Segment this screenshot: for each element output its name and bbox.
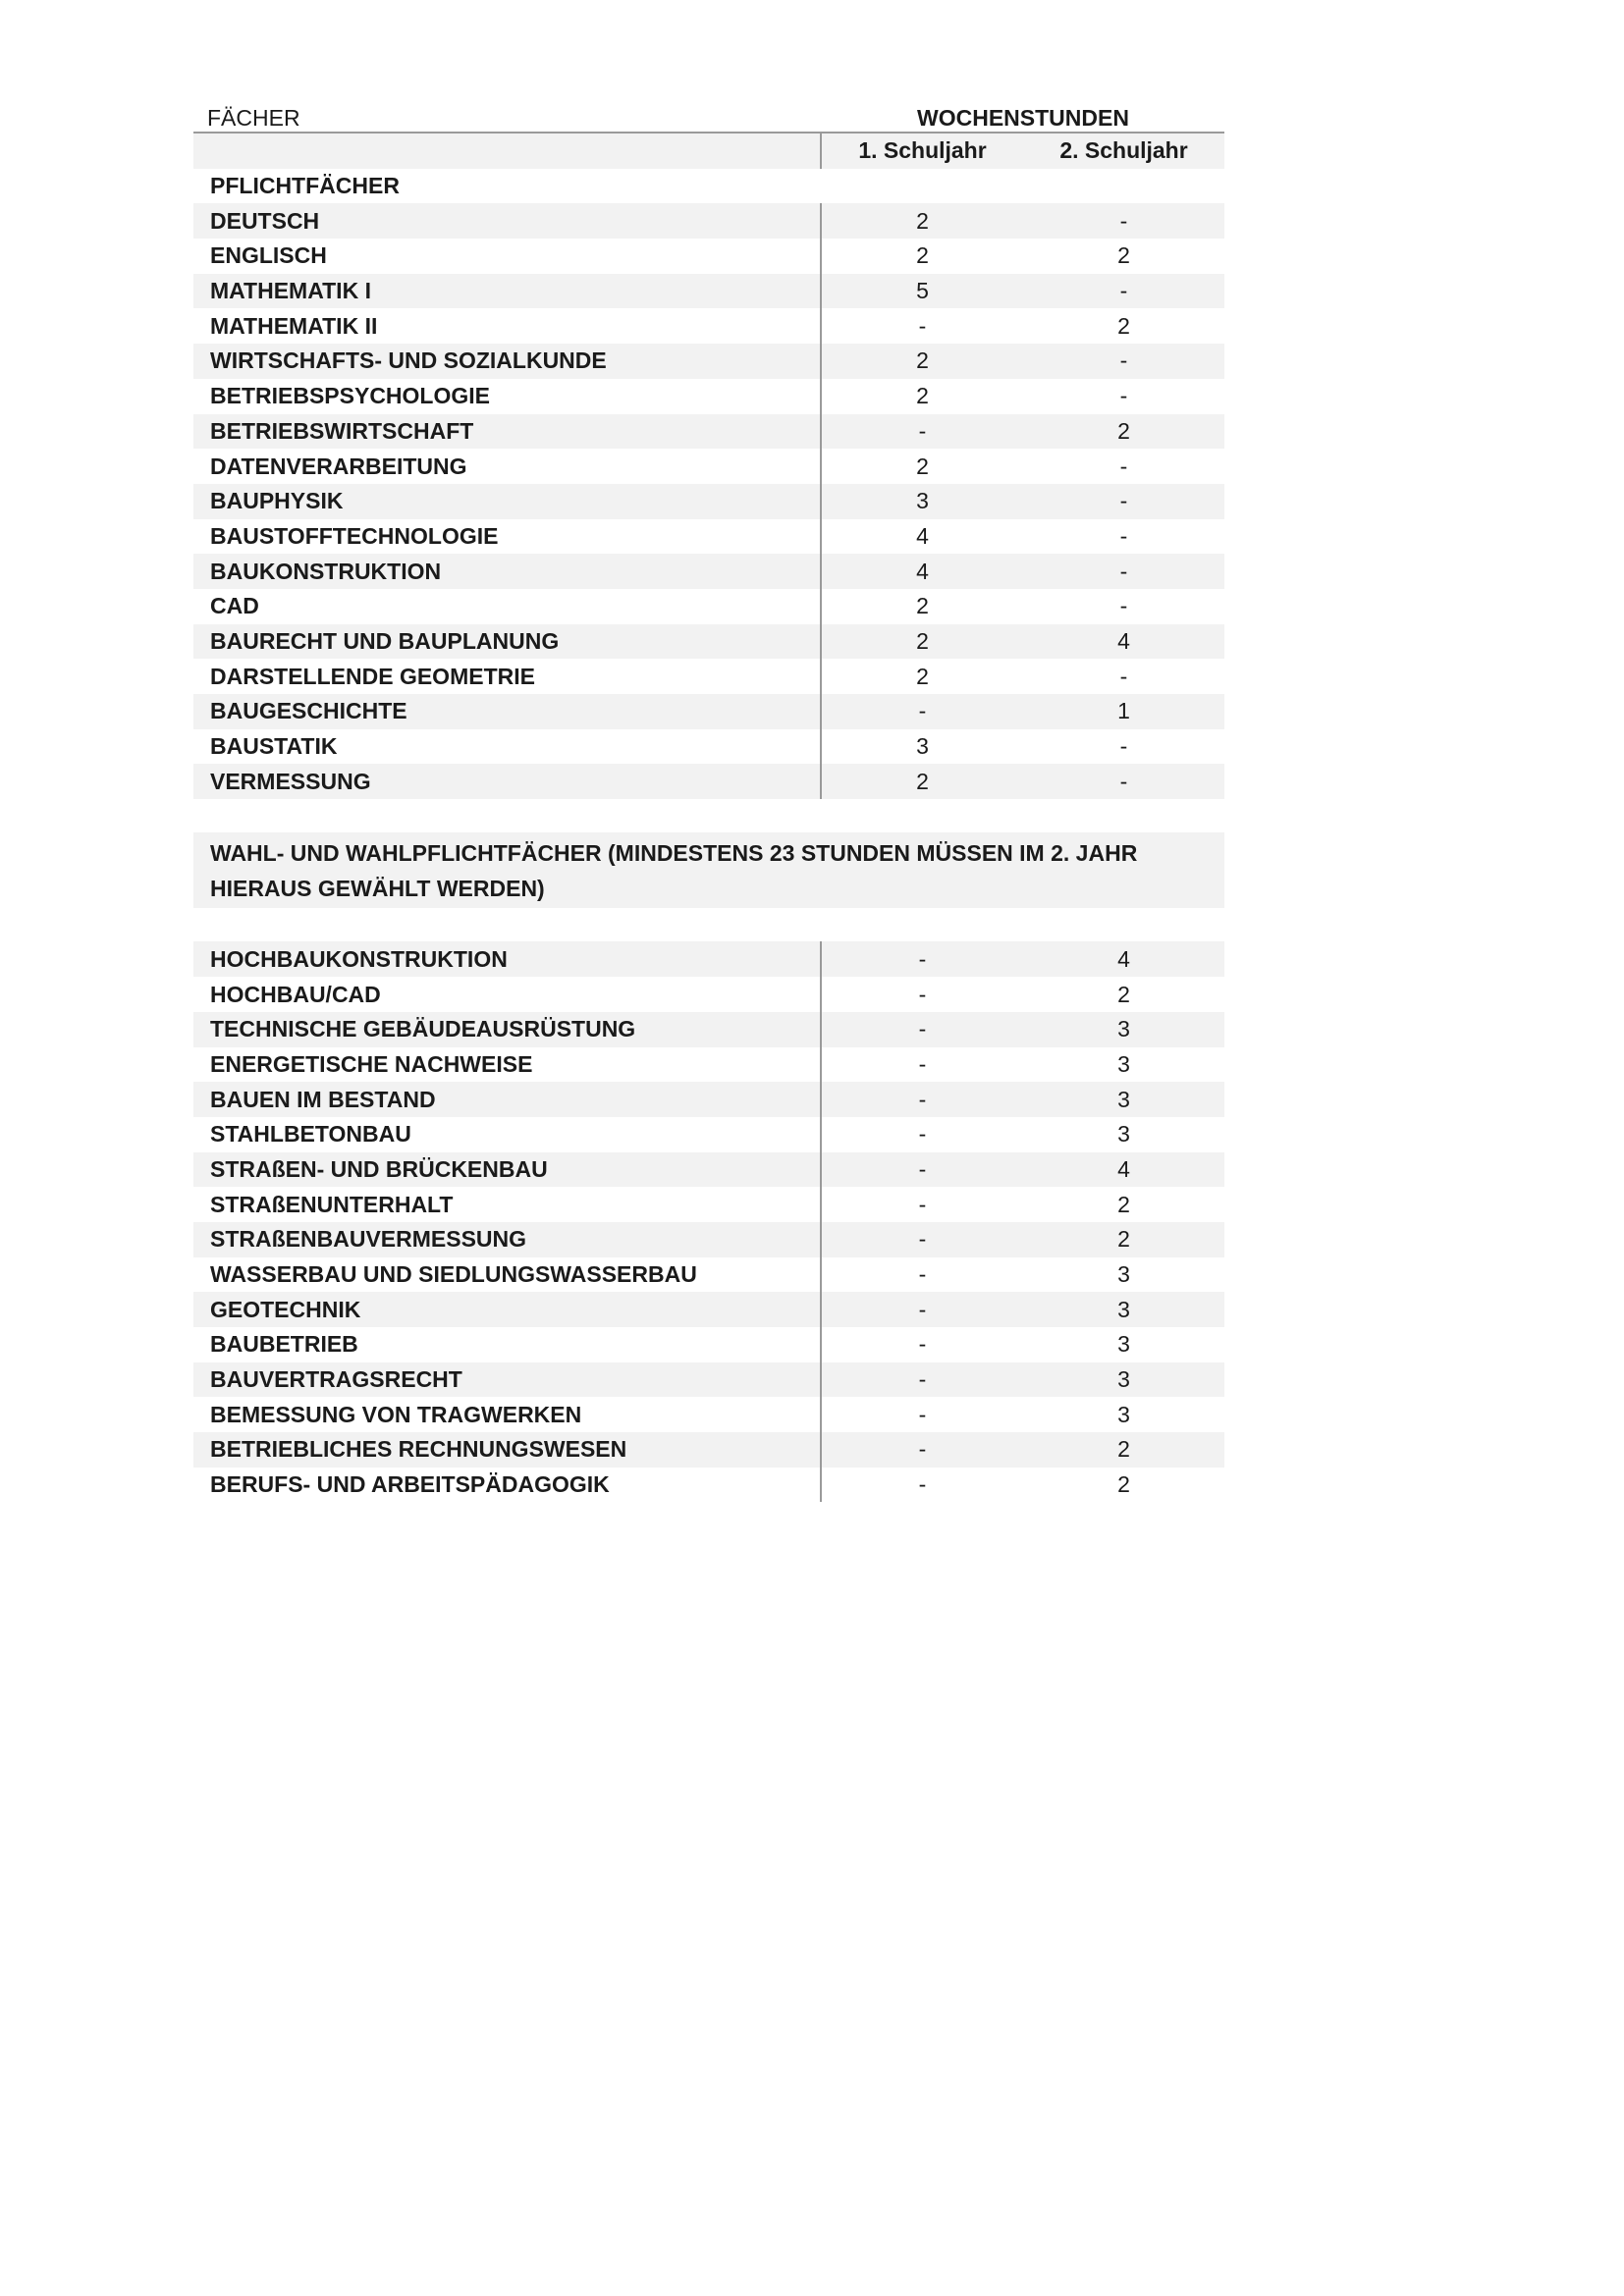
table-row	[193, 1082, 1224, 1117]
section-spacer	[193, 908, 1224, 941]
table-row	[193, 379, 1224, 414]
subject-name: WIRTSCHAFTS- UND SOZIALKUNDE	[193, 344, 822, 379]
year1-hours: 2	[916, 593, 929, 619]
year2-hours: -	[1119, 733, 1128, 760]
subject-name: STRAßEN- UND BRÜCKENBAU	[193, 1152, 822, 1188]
year1-hours: 3	[916, 733, 929, 760]
subject-name: ENERGETISCHE NACHWEISE	[193, 1047, 822, 1083]
year2-hours: 3	[1117, 1401, 1130, 1427]
year1-hours: -	[918, 1050, 927, 1077]
year2-hours: 3	[1117, 1050, 1130, 1077]
year2-hours: 2	[1117, 1471, 1130, 1498]
year2-hours: 2	[1117, 1226, 1130, 1253]
year1-hours: 2	[916, 207, 929, 234]
year2-hours: -	[1119, 383, 1128, 409]
year1-hours: -	[918, 1016, 927, 1042]
year2-hours: -	[1119, 488, 1128, 514]
table-row	[193, 659, 1224, 694]
elective-rows	[193, 941, 1224, 1502]
year1-hours: -	[918, 312, 927, 339]
table-row	[193, 1327, 1224, 1362]
table-row	[193, 554, 1224, 589]
year1-hours: 4	[916, 558, 929, 584]
year2-hours: -	[1119, 278, 1128, 304]
table-row	[193, 1362, 1224, 1398]
table-row	[193, 1152, 1224, 1188]
table-row	[193, 1012, 1224, 1047]
section-spacer	[193, 799, 1224, 832]
year2-hours: 4	[1117, 627, 1130, 654]
year2-hours: 3	[1117, 1016, 1130, 1042]
table-row	[193, 203, 1224, 239]
year1-column-header: 1. Schuljahr	[858, 137, 987, 164]
subject-name: HOCHBAUKONSTRUKTION	[193, 941, 822, 977]
year1-hours: -	[918, 698, 927, 724]
subject-name: STRAßENBAUVERMESSUNG	[193, 1222, 822, 1257]
subject-name: BERUFS- UND ARBEITSPÄDAGOGIK	[193, 1468, 822, 1503]
year1-hours: -	[918, 1155, 927, 1182]
year1-hours: 2	[916, 383, 929, 409]
table-row	[193, 977, 1224, 1012]
year2-hours: 2	[1117, 242, 1130, 269]
table-row	[193, 1187, 1224, 1222]
year2-hours: -	[1119, 347, 1128, 374]
year1-hours: 2	[916, 768, 929, 794]
table-row	[193, 1257, 1224, 1293]
subject-name: BETRIEBLICHES RECHNUNGSWESEN	[193, 1432, 822, 1468]
year1-hours: -	[918, 1331, 927, 1358]
table-row	[193, 764, 1224, 799]
table-row	[193, 1397, 1224, 1432]
table-row	[193, 1047, 1224, 1083]
mandatory-section-title: PFLICHTFÄCHER	[210, 173, 400, 199]
subject-name: ENGLISCH	[193, 239, 822, 274]
year2-hours: 2	[1117, 1436, 1130, 1463]
year1-hours: 2	[916, 453, 929, 479]
year1-hours: -	[918, 981, 927, 1007]
subject-name: MATHEMATIK I	[193, 274, 822, 309]
year2-hours: -	[1119, 593, 1128, 619]
year2-hours: 4	[1117, 945, 1130, 972]
subject-name: BAURECHT UND BAUPLANUNG	[193, 624, 822, 660]
year2-hours: 4	[1117, 1155, 1130, 1182]
subject-name: VERMESSUNG	[193, 764, 822, 799]
subject-name: STAHLBETONBAU	[193, 1117, 822, 1152]
year1-hours: -	[918, 1121, 927, 1148]
table-row	[193, 519, 1224, 555]
subject-name: BAUBETRIEB	[193, 1327, 822, 1362]
subject-name: DARSTELLENDE GEOMETRIE	[193, 659, 822, 694]
year1-hours: 4	[916, 522, 929, 549]
year1-hours: -	[918, 1471, 927, 1498]
table-row	[193, 449, 1224, 484]
table-row	[193, 589, 1224, 624]
subject-name: BAUEN IM BESTAND	[193, 1082, 822, 1117]
year1-hours: -	[918, 1226, 927, 1253]
subject-name: STRAßENUNTERHALT	[193, 1187, 822, 1222]
year2-hours: 3	[1117, 1296, 1130, 1322]
table-row	[193, 274, 1224, 309]
weekly-hours-header: WOCHENSTUNDEN	[917, 105, 1129, 131]
year2-hours: -	[1119, 558, 1128, 584]
year2-column-header: 2. Schuljahr	[1059, 137, 1188, 164]
year2-hours: 2	[1117, 312, 1130, 339]
year1-hours: 3	[916, 488, 929, 514]
year2-hours: 3	[1117, 1261, 1130, 1287]
year2-hours: 3	[1117, 1121, 1130, 1148]
year1-hours: -	[918, 1261, 927, 1287]
year1-hours: -	[918, 1366, 927, 1393]
year1-hours: -	[918, 1086, 927, 1112]
year-header-spacer	[193, 133, 822, 169]
year1-hours: 2	[916, 347, 929, 374]
year1-hours: -	[918, 1296, 927, 1322]
subject-name: BETRIEBSPSYCHOLOGIE	[193, 379, 822, 414]
table-row	[193, 344, 1224, 379]
subject-name: BETRIEBSWIRTSCHAFT	[193, 414, 822, 450]
year1-hours: 2	[916, 242, 929, 269]
year2-hours: -	[1119, 453, 1128, 479]
elective-note-line-2: HIERAUS GEWÄHLT WERDEN)	[210, 875, 545, 901]
table-row	[193, 484, 1224, 519]
elective-note-line-1: WAHL- UND WAHLPFLICHTFÄCHER (MINDESTENS 23 STUNDEN MÜSSEN IM 2. JAHR	[210, 840, 1138, 867]
year1-hours: -	[918, 945, 927, 972]
subject-name: TECHNISCHE GEBÄUDEAUSRÜSTUNG	[193, 1012, 822, 1047]
subjects-column-header: FÄCHER	[207, 105, 300, 131]
year2-hours: -	[1119, 768, 1128, 794]
year1-hours: -	[918, 1436, 927, 1463]
subject-name: DEUTSCH	[193, 203, 822, 239]
year2-hours: 2	[1117, 981, 1130, 1007]
year2-hours: 1	[1117, 698, 1130, 724]
mandatory-rows	[193, 203, 1224, 799]
subject-name: HOCHBAU/CAD	[193, 977, 822, 1012]
year1-hours: -	[918, 1401, 927, 1427]
year2-hours: 3	[1117, 1086, 1130, 1112]
year1-hours: -	[918, 1191, 927, 1217]
year1-hours: -	[918, 417, 927, 444]
elective-section-note	[193, 832, 1224, 908]
table-row	[193, 239, 1224, 274]
year2-hours: -	[1119, 207, 1128, 234]
table-row	[193, 729, 1224, 765]
year1-hours: 2	[916, 627, 929, 654]
subject-name: MATHEMATIK II	[193, 308, 822, 344]
table-row	[193, 624, 1224, 660]
year2-hours: -	[1119, 522, 1128, 549]
subject-name: BEMESSUNG VON TRAGWERKEN	[193, 1397, 822, 1432]
year1-hours: 2	[916, 663, 929, 689]
subject-name: BAUPHYSIK	[193, 484, 822, 519]
subject-name: GEOTECHNIK	[193, 1292, 822, 1327]
year-header-row	[193, 133, 1224, 169]
year2-hours: -	[1119, 663, 1128, 689]
subject-name: CAD	[193, 589, 822, 624]
table-row	[193, 414, 1224, 450]
subject-name: BAUSTOFFTECHNOLOGIE	[193, 519, 822, 555]
table-row	[193, 694, 1224, 729]
subject-name: BAUSTATIK	[193, 729, 822, 765]
subject-name: BAUGESCHICHTE	[193, 694, 822, 729]
table-header	[193, 98, 1224, 132]
subject-hours-table	[193, 98, 1224, 1502]
subject-name: WASSERBAU UND SIEDLUNGSWASSERBAU	[193, 1257, 822, 1293]
table-row	[193, 941, 1224, 977]
year2-hours: 3	[1117, 1331, 1130, 1358]
table-row	[193, 1117, 1224, 1152]
subject-name: DATENVERARBEITUNG	[193, 449, 822, 484]
table-row	[193, 1292, 1224, 1327]
subject-name: BAUVERTRAGSRECHT	[193, 1362, 822, 1398]
year2-hours: 3	[1117, 1366, 1130, 1393]
table-row	[193, 308, 1224, 344]
year1-hours: 5	[916, 278, 929, 304]
year2-hours: 2	[1117, 1191, 1130, 1217]
year2-hours: 2	[1117, 417, 1130, 444]
table-row	[193, 1432, 1224, 1468]
table-row	[193, 1222, 1224, 1257]
subject-name: BAUKONSTRUKTION	[193, 554, 822, 589]
table-row	[193, 1468, 1224, 1503]
